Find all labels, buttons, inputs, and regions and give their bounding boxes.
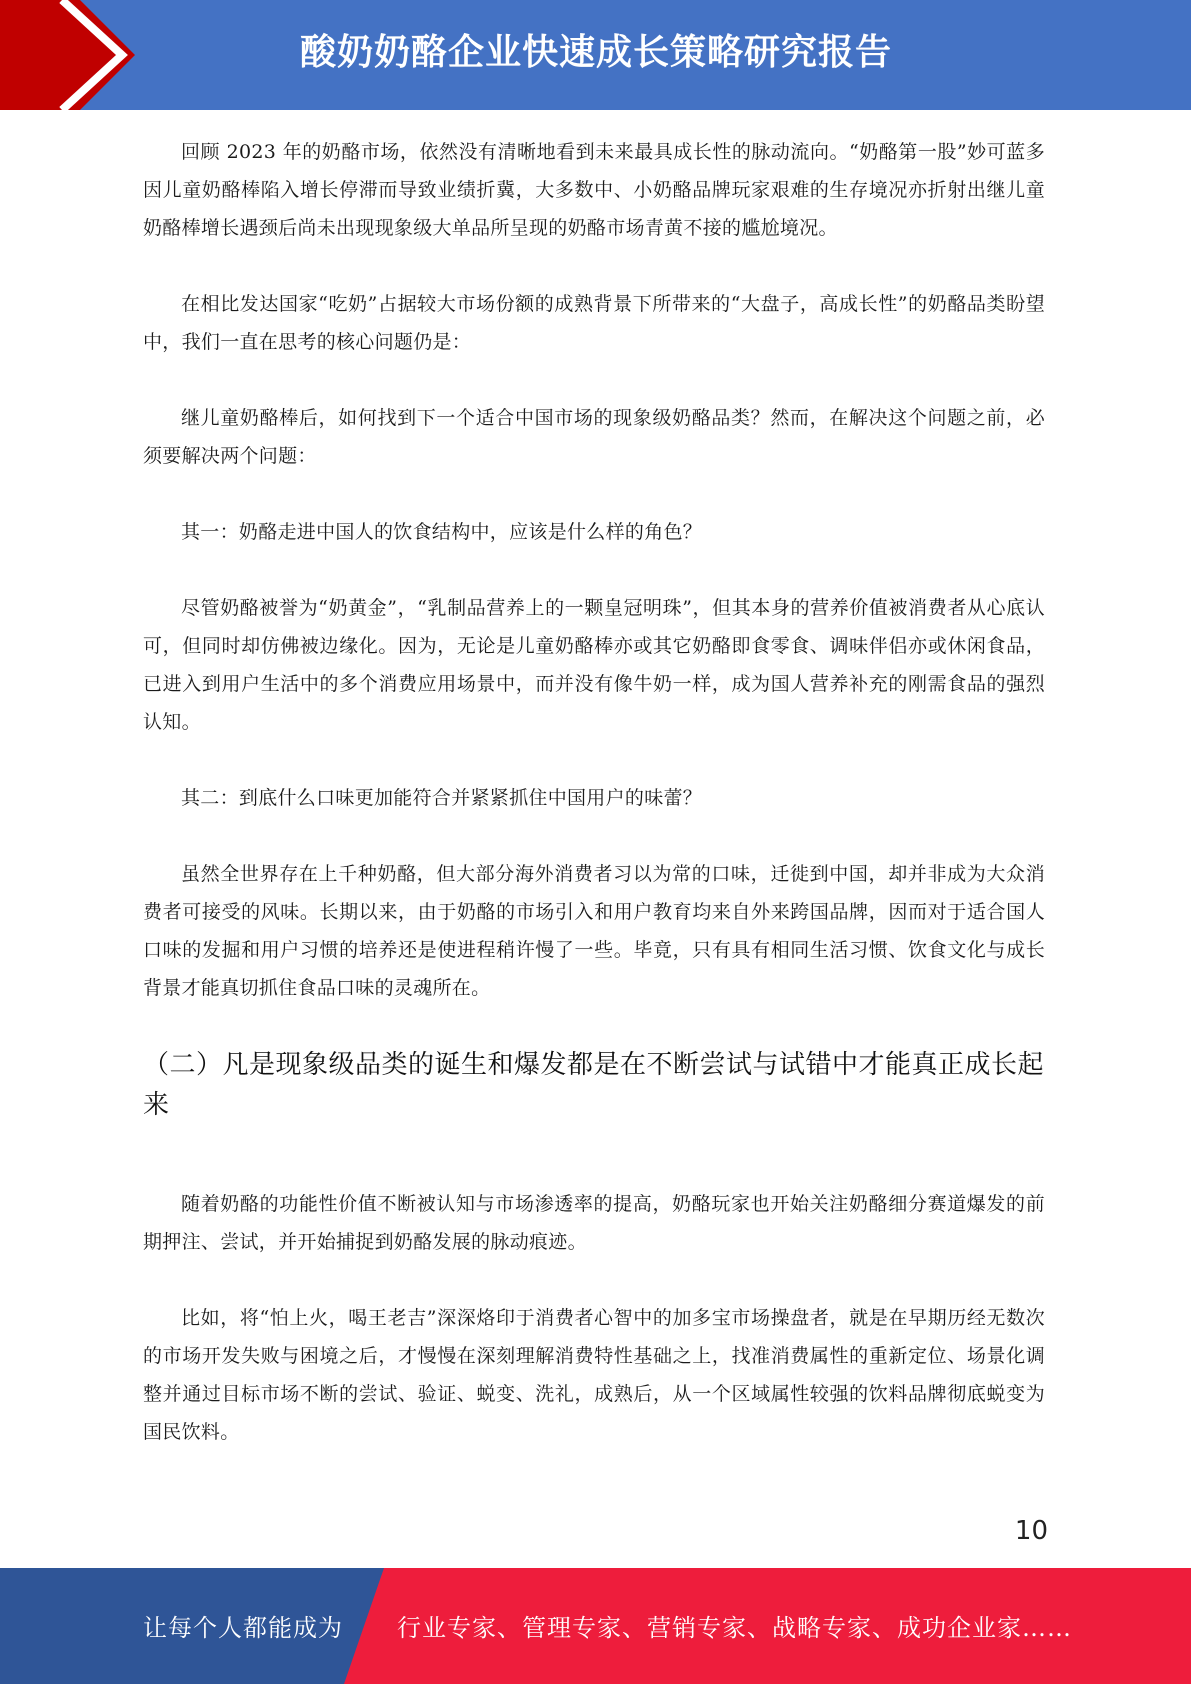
paragraph: 比如，将“怕上火，喝王老吉”深深烙印于消费者心智中的加多宝市场操盘者，就是在早期历经无数次的市场开发失败与困境之后，才慢慢在深刻理解消费特性基础之上，找准消费属性的重新定位、场景化调整并通过目标市场不断的尝试、验证、蜕变、洗礼，成熟后，从一个区域属性较强的饮料品牌彻底蜕变为国民饮料。 <box>143 1307 1045 1443</box>
paragraph: 尽管奶酪被誉为“奶黄金”，“乳制品营养上的一颗皇冠明珠”，但其本身的营养价值被消费者从心底认可，但同时却仿佛被边缘化。因为，无论是儿童奶酪棒亦或其它奶酪即食零食、调味伴侣亦或休闲食品，已进入到用户生活中的多个消费应用场景中，而并没有像牛奶一样，成为国人营养补充的刚需食品的强烈认知。 <box>143 597 1045 733</box>
paragraph: 继儿童奶酪棒后，如何找到下一个适合中国市场的现象级奶酪品类？然而，在解决这个问题之前，必须要解决两个问题： <box>143 407 1045 467</box>
footer-slogan-left: 让每个人都能成为 <box>143 1614 343 1642</box>
section-heading: （二）凡是现象级品类的诞生和爆发都是在不断尝试与试错中才能真正成长起来 <box>143 1050 1045 1120</box>
paragraph: 其二：到底什么口味更加能符合并紧紧抓住中国用户的味蕾？ <box>181 787 703 809</box>
page-footer <box>0 1568 1191 1684</box>
paragraph: 回顾 2023 年的奶酪市场，依然没有清晰地看到未来最具成长性的脉动流向。“奶酪第一股”妙可蓝多因儿童奶酪棒陷入增长停滞而导致业绩折冀，大多数中、小奶酪品牌玩家艰难的生存境况亦折射出继儿童奶酪棒增长遇颈后尚未出现现象级大单品所呈现的奶酪市场青黄不接的尴尬境况。 <box>143 141 1045 239</box>
paragraph: 其一：奶酪走进中国人的饮食结构中，应该是什么样的角色？ <box>181 521 703 543</box>
report-title: 酸奶奶酪企业快速成长策略研究报告 <box>300 32 893 73</box>
paragraph: 在相比发达国家“吃奶”占据较大市场份额的成熟背景下所带来的“大盘子，高成长性”的奶酪品类盼望中，我们一直在思考的核心问题仍是： <box>143 293 1045 353</box>
header-arrow-decoration <box>0 0 160 110</box>
paragraph: 虽然全世界存在上千种奶酪，但大部分海外消费者习以为常的口味，迁徙到中国，却并非成为大众消费者可接受的风味。长期以来，由于奶酪的市场引入和用户教育均来自外来跨国品牌，因而对于适合国人口味的发掘和用户习惯的培养还是使进程稍许慢了一些。毕竟，只有具有相同生活习惯、饮食文化与成长背景才能真切抓住食品口味的灵魂所在。 <box>143 863 1045 999</box>
footer-slogan-right: 行业专家、管理专家、营销专家、战略专家、成功企业家…… <box>397 1614 1072 1642</box>
page-number: 10 <box>1014 1516 1048 1546</box>
page-header <box>0 0 1191 110</box>
page-body <box>143 133 1045 1489</box>
paragraph: 随着奶酪的功能性价值不断被认知与市场渗透率的提高，奶酪玩家也开始关注奶酪细分赛道爆发的前期押注、尝试，并开始捕捉到奶酪发展的脉动痕迹。 <box>143 1193 1045 1253</box>
